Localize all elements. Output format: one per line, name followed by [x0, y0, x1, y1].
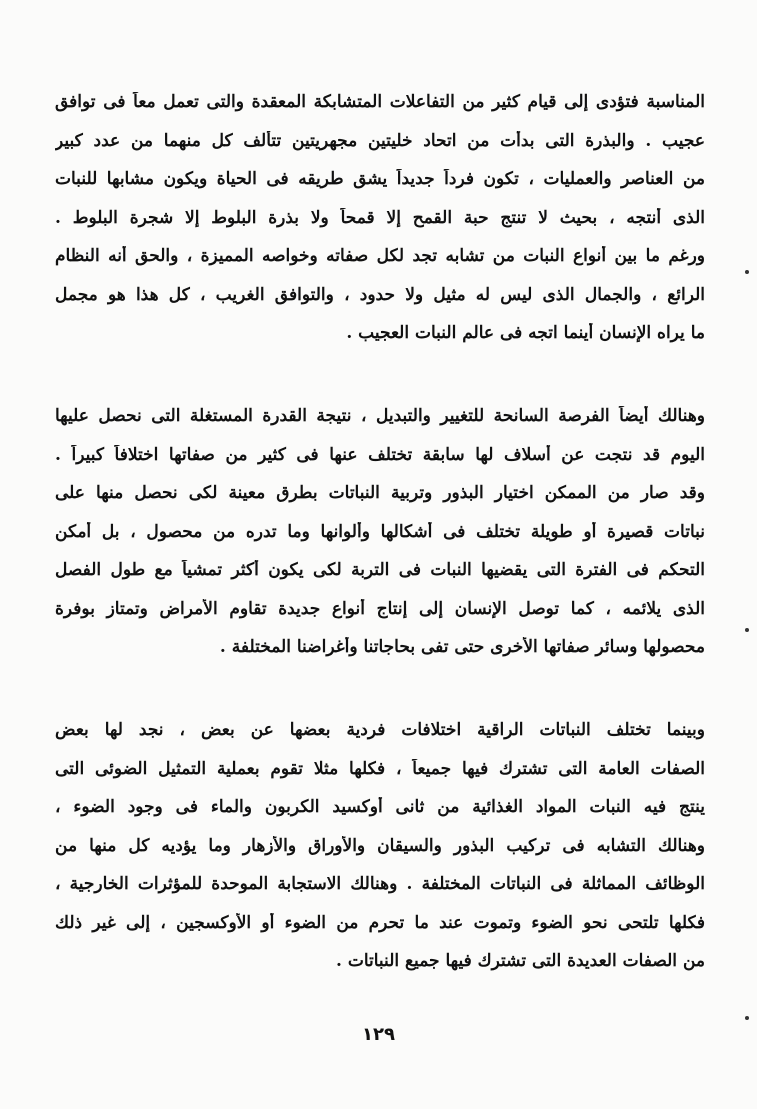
- text-line: محصولها وسائر صفاتها الأخرى حتى تفى بحاجاتنا وأغراضنا المختلفة .: [219, 637, 705, 657]
- text-line: التحكم فى الفترة التى يقضيها النبات فى التربة لكى يكون أكثر تمشياً مع طول الفصل: [55, 560, 705, 580]
- text-line: ما يراه الإنسان أينما اتجه فى عالم النبات العجيب .: [346, 323, 705, 343]
- paragraph-2: [55, 406, 705, 676]
- paragraph-1: [55, 92, 705, 362]
- text-line: الذى يلائمه ، كما توصل الإنسان إلى إنتاج أنواع جديدة تقاوم الأمراض وتمتاز بوفرة: [55, 598, 705, 619]
- text-line: من العناصر والعمليات ، تكون فرداً جديداً يشق طريقه فى الحياة ويكون مشابها للنبات: [55, 169, 705, 189]
- text-line: من الصفات العديدة التى تشترك فيها جميع النباتات .: [336, 951, 705, 971]
- margin-mark: [745, 270, 749, 274]
- text-line: الوظائف المماثلة فى النباتات المختلفة . وهنالك الاستجابة الموحدة للمؤثرات الخارجية ،: [55, 874, 705, 894]
- text-line: المناسبة فتؤدى إلى قيام كثير من التفاعلات المتشابكة المعقدة والتى تعمل معاً فى توافق: [55, 92, 705, 112]
- margin-mark: [745, 628, 749, 632]
- text-line: ورغم ما بين أنواع النبات من تشابه تجد لكل صفاته وخواصه المميزة ، والحق أنه النظام: [55, 246, 705, 266]
- paragraph-3: [55, 720, 705, 990]
- text-line: نباتات قصيرة أو طويلة تختلف فى أشكالها وألوانها وما تدره من محصول ، بل أمكن: [55, 521, 705, 542]
- text-line: ينتج فيه النبات المواد الغذائية من ثانى أوكسيد الكربون والماء فى وجود الضوء ،: [55, 797, 705, 817]
- text-line: وهنالك أيضاً الفرصة السانحة للتغيير والتبديل ، نتيجة القدرة المستغلة التى نحصل عليها: [55, 406, 705, 426]
- text-line: الرائع ، والجمال الذى ليس له مثيل ولا حدود ، والتوافق الغريب ، كل هذا هو مجمل: [55, 284, 705, 305]
- text-line: فكلها تلتحى نحو الضوء وتموت عند ما تحرم من الضوء أو الأوكسجين ، إلى غير ذلك: [55, 912, 705, 933]
- page-number: ١٢٩: [362, 1024, 395, 1045]
- text-line: اليوم قد نتجت عن أسلاف لها سابقة تختلف عنها فى كثير من صفاتها اختلافاً كبيراً .: [55, 444, 705, 465]
- text-line: الذى أنتجه ، بحيث لا تنتج حبة القمح إلا قمحاً ولا بذرة البلوط إلا شجرة البلوط .: [55, 207, 705, 228]
- text-line: وقد صار من الممكن اختيار البذور وتربية النباتات بطرق معينة لكى نحصل منها على: [55, 483, 705, 503]
- margin-mark: [745, 1016, 749, 1020]
- text-line: الصفات العامة التى تشترك فيها جميعاً ، فكلها مثلا تقوم بعملية التمثيل الضوئى التى: [55, 758, 705, 779]
- text-line: عجيب . والبذرة التى بدأت من اتحاد خليتين مجهريتين تتألف كل منهما من عدد كبير: [55, 130, 705, 151]
- text-line: وهنالك التشابه فى تركيب البذور والسيقان والأوراق والأزهار وما يؤديه كل منها من: [55, 835, 705, 856]
- text-line: وبينما تختلف النباتات الراقية اختلافات فردية بعضها عن بعض ، نجد لها بعض: [55, 720, 705, 740]
